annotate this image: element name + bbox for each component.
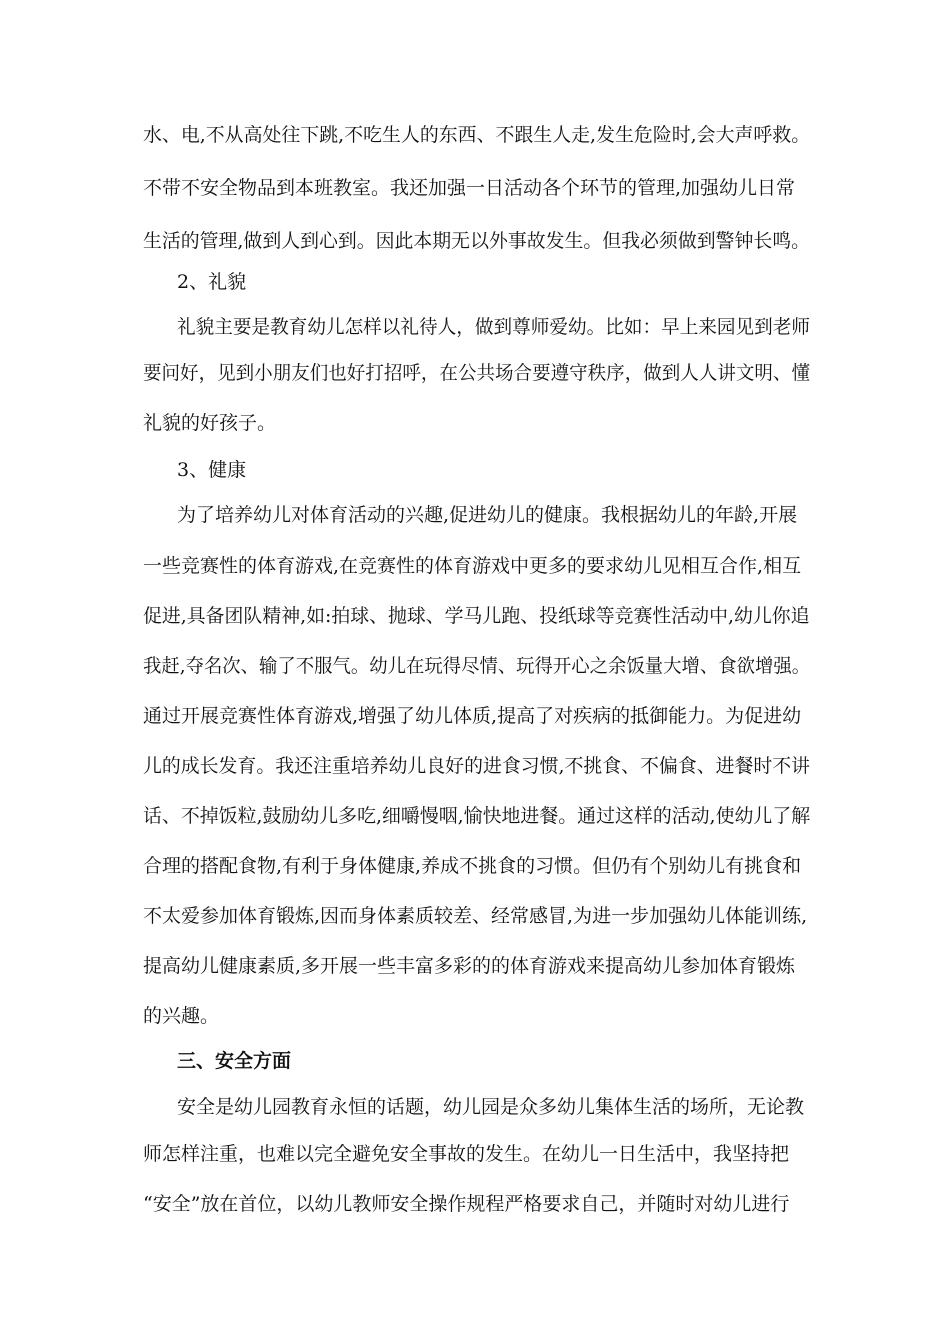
section-heading: 2、礼貌 (177, 271, 247, 293)
paragraph-line: 不太爱参加体育锻炼,因而身体素质较差、经常感冒,为进一步加强幼儿体能训练, (143, 905, 808, 927)
paragraph-line: 生活的管理,做到人到心到。因此本期无以外事故发生。但我必须做到警钟长鸣。 (143, 230, 811, 252)
paragraph-line: 师怎样注重，也难以完全避免安全事故的发生。在幼儿一日生活中，我坚持把 (143, 1143, 790, 1165)
section-title: 三、安全方面 (177, 1050, 292, 1072)
paragraph-line: 儿的成长发育。我还注重培养幼儿良好的进食习惯,不挑食、不偏食、进餐时不讲 (143, 755, 811, 777)
paragraph-line: 促进,具备团队精神,如:拍球、抛球、学马儿跑、投纸球等竞赛性活动中,幼儿你追 (143, 605, 810, 627)
section-heading: 3、健康 (177, 459, 247, 481)
paragraph-line: 为了培养幼儿对体育活动的兴趣,促进幼儿的健康。我根据幼儿的年龄,开展 (177, 504, 798, 526)
paragraph-line: “安全”放在首位，以幼儿教师安全操作规程严格要求自己，并随时对幼儿进行 (143, 1193, 790, 1215)
paragraph-line: 一些竞赛性的体育游戏,在竞赛性的体育游戏中更多的要求幼儿见相互合作,相互 (143, 555, 802, 577)
paragraph-line: 要问好，见到小朋友们也好打招呼，在公共场合要遵守秩序，做到人人讲文明、懂 (143, 362, 810, 384)
paragraph-line: 我赶,夺名次、输了不服气。幼儿在玩得尽情、玩得开心之余饭量大增、食欲增强。 (143, 655, 811, 677)
paragraph-line: 水、电,不从高处往下跳,不吃生人的东西、不跟生人走,发生危险时,会大声呼救。 (143, 124, 811, 146)
paragraph-line: 话、不掉饭粒,鼓励幼儿多吃,细嚼慢咽,愉快地进餐。通过这样的活动,使幼儿了解 (143, 805, 811, 827)
paragraph-line: 提高幼儿健康素质,多开展一些丰富多彩的的体育游戏来提高幼儿参加体育锻炼 (143, 955, 796, 977)
paragraph-line: 通过开展竞赛性体育游戏,增强了幼儿体质,提高了对疾病的抵御能力。为促进幼 (143, 705, 802, 727)
paragraph-line: 的兴趣。 (143, 1005, 220, 1027)
paragraph-line: 礼貌的好孩子。 (143, 412, 277, 434)
paragraph-line: 安全是幼儿园教育永恒的话题，幼儿园是众多幼儿集体生活的场所，无论教 (177, 1096, 805, 1118)
paragraph-line: 不带不安全物品到本班教室。我还加强一日活动各个环节的管理,加强幼儿日常 (143, 177, 796, 199)
paragraph-line: 合理的搭配食物,有利于身体健康,养成不挑食的习惯。但仍有个别幼儿有挑食和 (143, 855, 802, 877)
paragraph-line: 礼貌主要是教育幼儿怎样以礼待人，做到尊师爱幼。比如：早上来园见到老师 (177, 316, 811, 338)
